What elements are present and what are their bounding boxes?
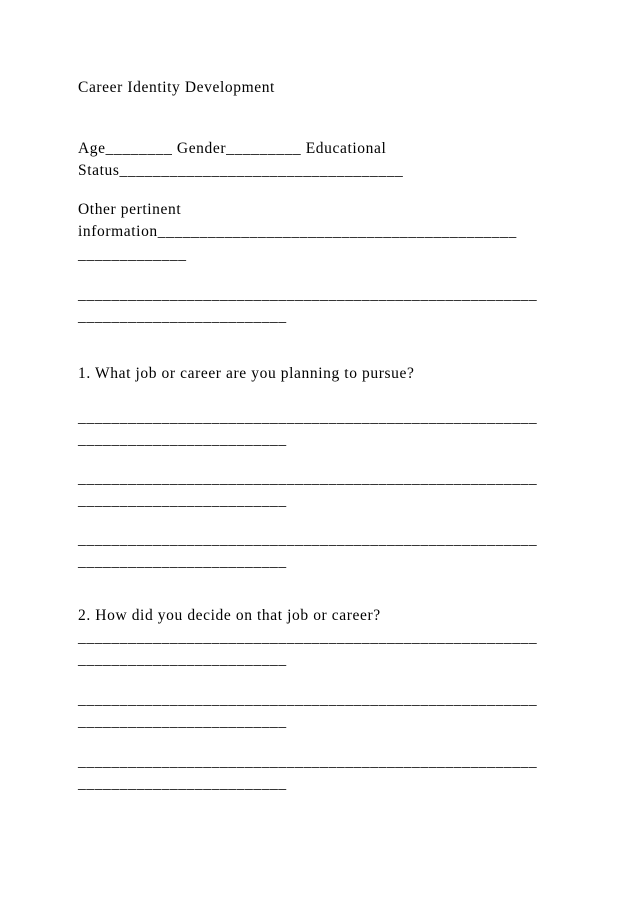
q2-answer-line: _________________________ (78, 713, 287, 730)
q1-answer-line: _______________________________________________________ (78, 531, 538, 548)
q1-answer-line: _________________________ (78, 553, 287, 570)
information-line: information___________________________________________ (78, 223, 517, 240)
q2-answer-line: _______________________________________________________ (78, 629, 538, 646)
q1-answer-line: _______________________________________________________ (78, 409, 538, 426)
q2-answer-line: _________________________ (78, 775, 287, 792)
status-line: Status__________________________________ (78, 162, 404, 179)
question-1: 1. What job or career are you planning to pursue? (78, 365, 415, 382)
q1-answer-line: _________________________ (78, 492, 287, 509)
q1-answer-line: _________________________ (78, 431, 287, 448)
q2-answer-line: _______________________________________________________ (78, 691, 538, 708)
blank-answer-line: _________________________ (78, 308, 287, 325)
question-2: 2. How did you decide on that job or career? (78, 607, 381, 624)
age-gender-education-line: Age________ Gender_________ Educational (78, 140, 387, 157)
q2-answer-line: _________________________ (78, 651, 287, 668)
other-pertinent-label: Other pertinent (78, 201, 182, 218)
q2-answer-line: _______________________________________________________ (78, 753, 538, 770)
q1-answer-line: _______________________________________________________ (78, 470, 538, 487)
information-continuation-line: _____________ (78, 246, 187, 263)
document-title: Career Identity Development (78, 79, 275, 96)
blank-answer-line: _______________________________________________________ (78, 286, 538, 303)
